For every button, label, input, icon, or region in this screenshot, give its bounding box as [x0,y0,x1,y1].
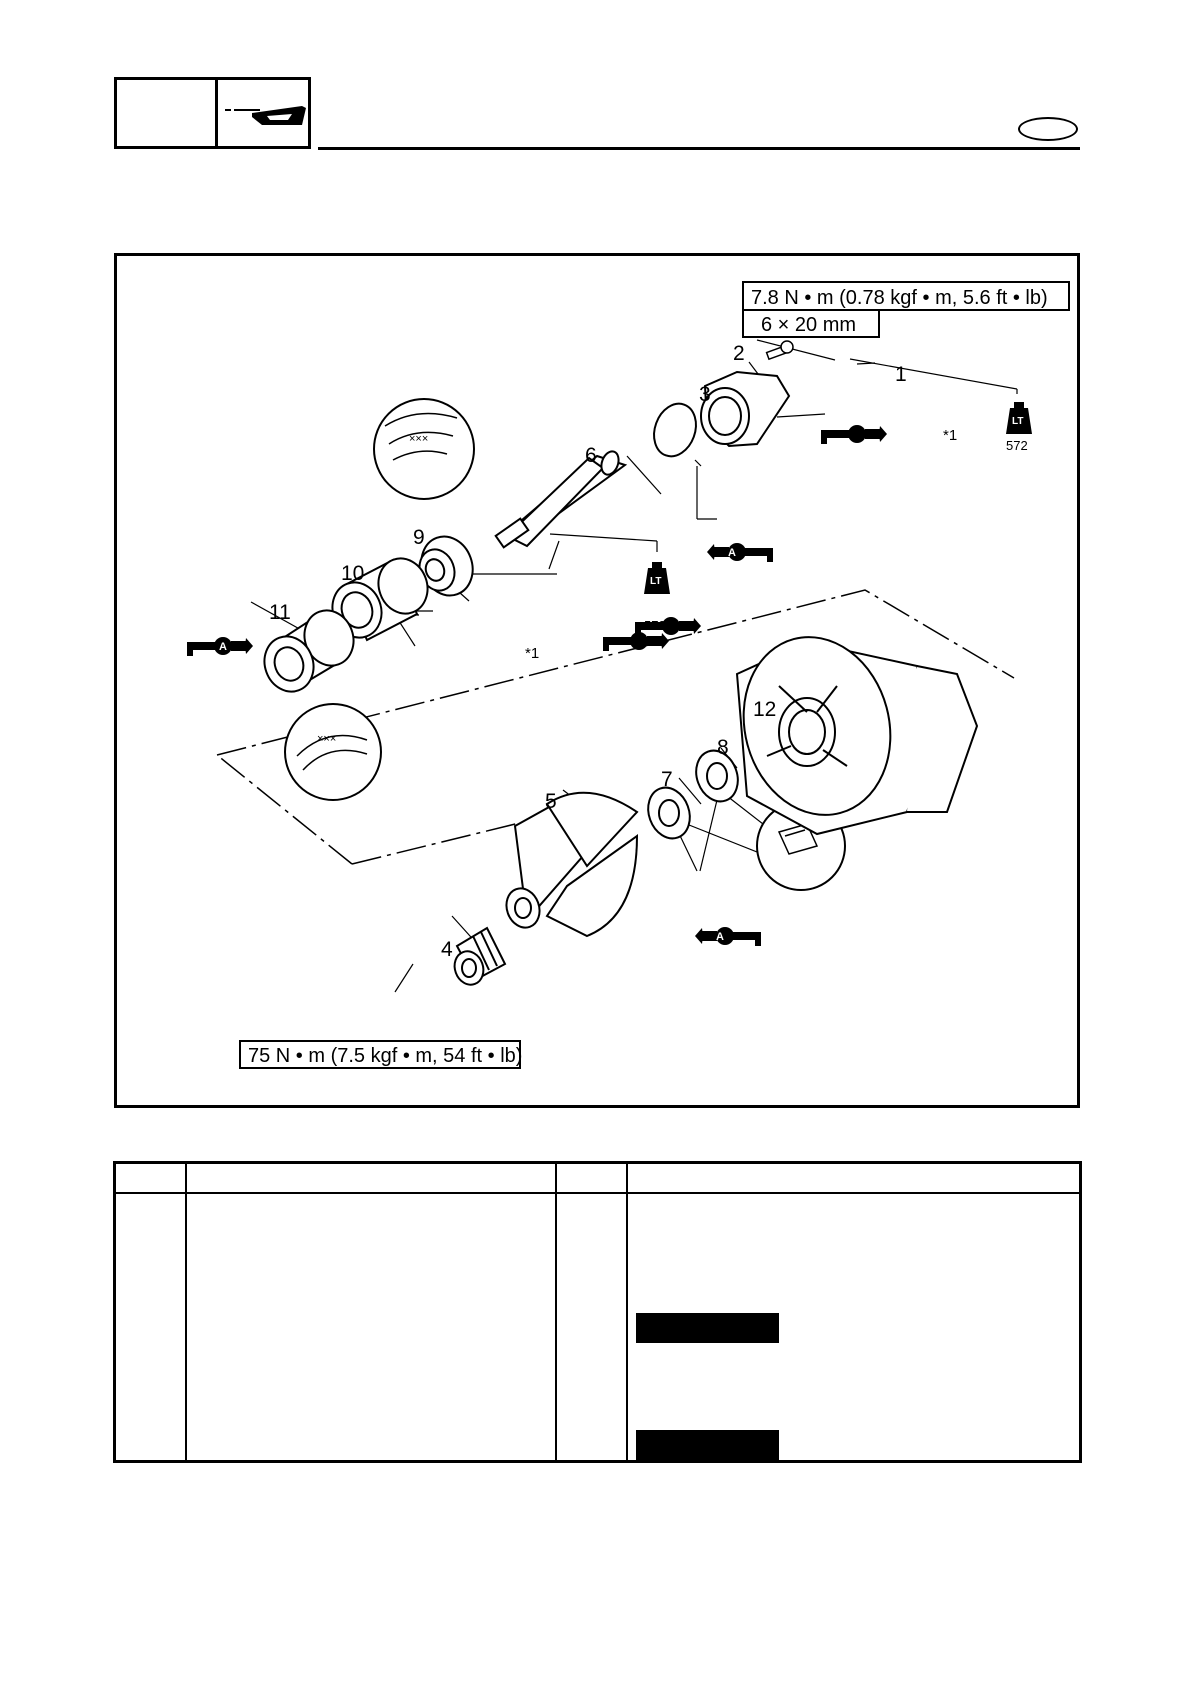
jet-ski-icon [222,100,310,130]
lt-label-1: LT [1012,416,1024,427]
table-col-divider [626,1164,628,1460]
part-number-12: 12 [753,698,777,721]
torque-spec-bottom: 75 N • m (7.5 kgf • m, 54 ft • lb) [248,1045,523,1067]
lt-code-1: 572 [1006,438,1028,453]
table-col-divider [185,1164,187,1460]
part-number-1: 1 [895,363,907,386]
redaction-bar [636,1313,779,1343]
svg-text:A: A [728,547,736,559]
parts-table [113,1161,1082,1463]
table-col-divider [555,1164,557,1460]
lt-label-2: LT [650,576,662,587]
part-number-6: 6 [585,444,597,467]
star-note-2: *1 [525,645,540,662]
part-number-10: 10 [341,562,365,585]
part-number-3: 3 [699,383,711,406]
lt-code-2: 572 [644,618,666,633]
part-number-4: 4 [441,938,453,961]
header-divider [215,77,218,149]
table-header-rule [116,1192,1079,1194]
part-number-2: 2 [733,342,745,365]
part-number-9: 9 [413,526,425,549]
svg-text:A: A [716,931,724,943]
redaction-bar [636,1430,779,1460]
torque-spec-top: 7.8 N • m (0.78 kgf • m, 5.6 ft • lb) [751,287,1048,309]
language-badge [1018,117,1078,141]
svg-text:×××: ××× [409,433,429,445]
svg-text:A: A [569,621,577,633]
exploded-diagram [114,253,1080,1108]
svg-text:A: A [219,641,227,653]
part-number-11: 11 [269,601,291,624]
star-note-1: *1 [943,427,958,444]
svg-text:×××: ××× [317,733,337,745]
part-number-8: 8 [717,736,729,759]
part-number-5: 5 [545,790,557,813]
bolt-size-spec: 6 × 20 mm [761,314,857,336]
part-number-7: 7 [661,768,673,791]
header-rule [318,147,1080,150]
